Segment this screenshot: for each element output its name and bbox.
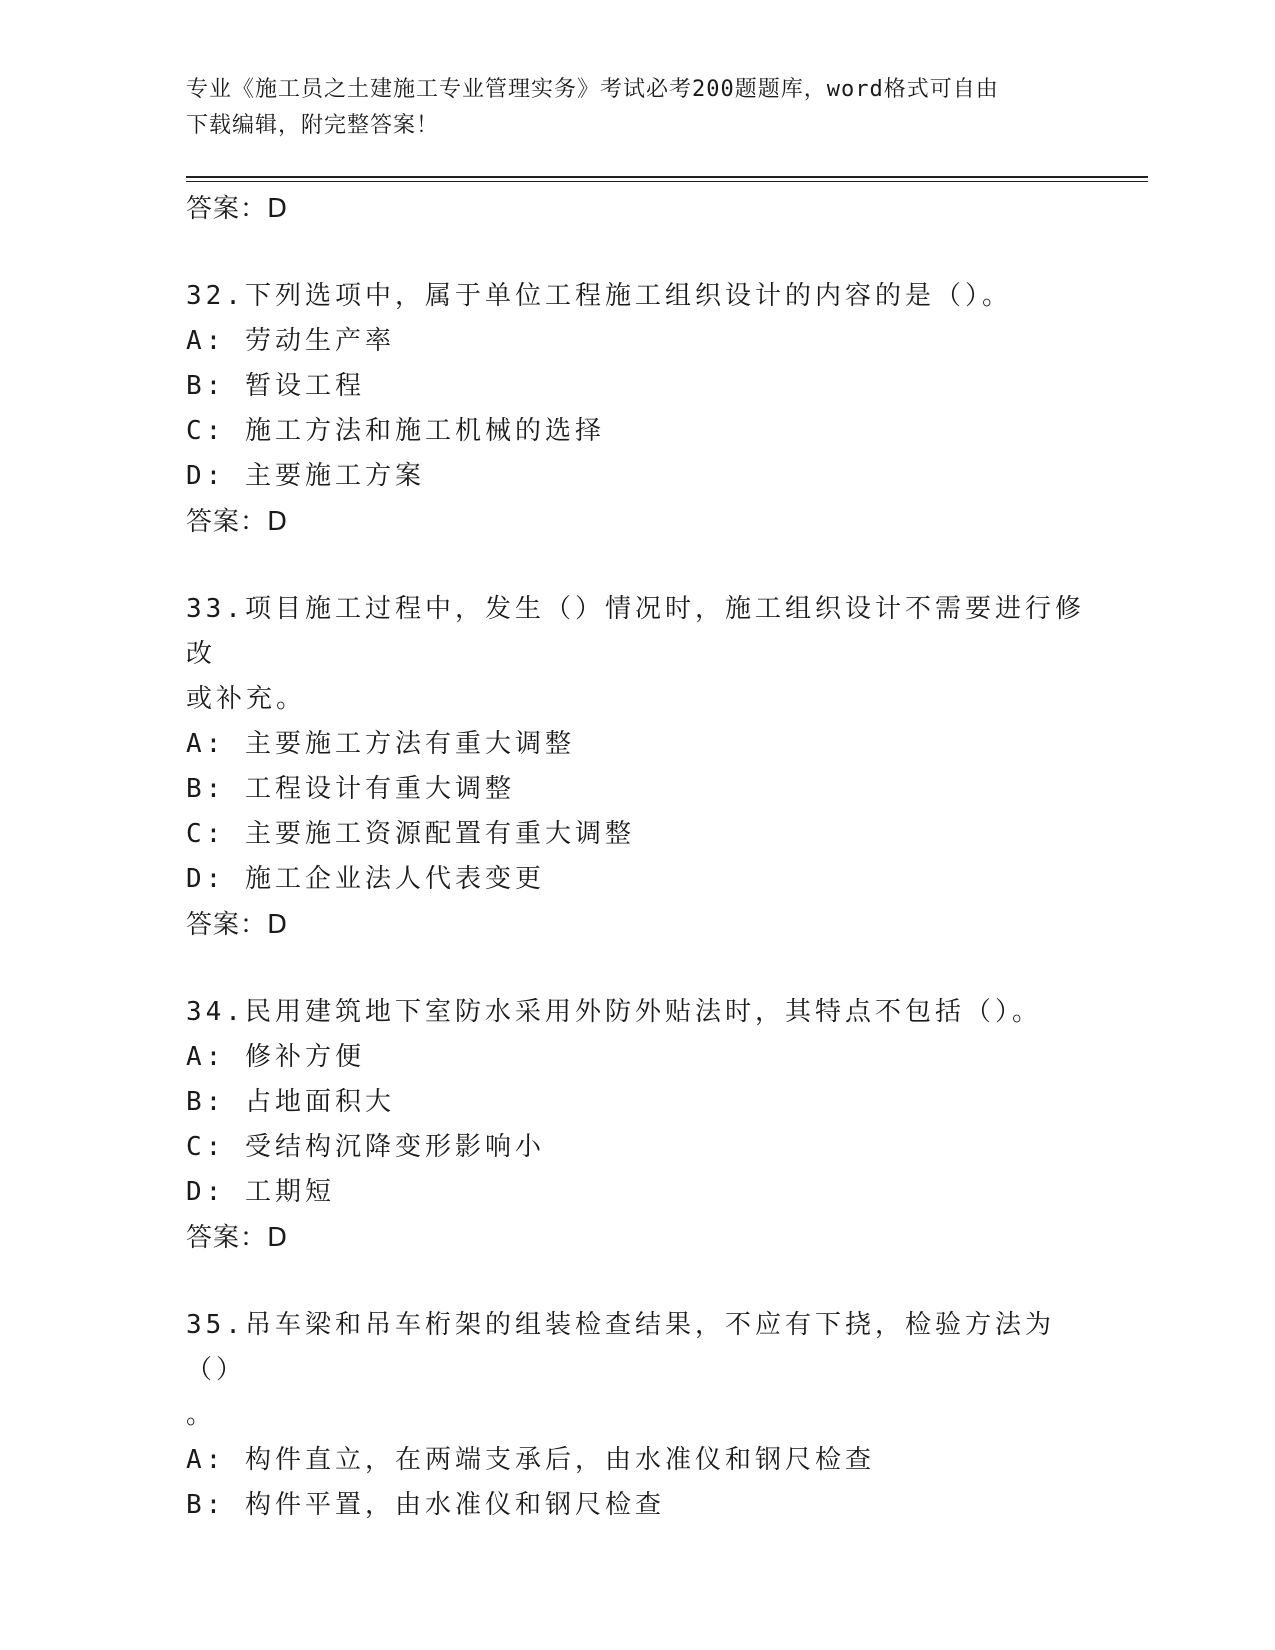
option-d: D: 施工企业法人代表变更 — [186, 864, 545, 894]
option-a: A: 修补方便 — [186, 1042, 365, 1072]
option-d: D: 工期短 — [186, 1177, 335, 1207]
question-stem: 34.民用建筑地下室防水采用外防外贴法时，其特点不包括（）。 — [186, 997, 1042, 1027]
question-stem: 32.下列选项中，属于单位工程施工组织设计的内容的是（）。 — [186, 281, 1012, 311]
question-32 — [186, 274, 1086, 545]
option-b: B: 构件平置，由水准仪和钢尺检查 — [186, 1490, 665, 1520]
question-33 — [186, 587, 1086, 948]
question-stem-line-1: 35.吊车梁和吊车桁架的组装检查结果，不应有下挠，检验方法为（） — [186, 1310, 1055, 1385]
option-a: A: 劳动生产率 — [186, 326, 395, 356]
option-d: D: 主要施工方案 — [186, 461, 425, 491]
question-list — [186, 186, 1086, 1570]
question-34 — [186, 990, 1086, 1261]
header-line-1: 专业《施工员之土建施工专业管理实务》考试必考200题题库，word格式可自由 — [186, 77, 999, 102]
header-line-2: 下载编辑，附完整答案！ — [186, 113, 440, 138]
option-a: A: 主要施工方法有重大调整 — [186, 729, 575, 759]
question-stem-line-2: 。 — [186, 1400, 217, 1430]
option-b: B: 暂设工程 — [186, 371, 365, 401]
header-divider — [186, 176, 1148, 178]
question-35 — [186, 1303, 1086, 1528]
option-c: C: 主要施工资源配置有重大调整 — [186, 819, 635, 849]
header-divider-thin — [186, 181, 1148, 182]
answer-line: 答案：D — [186, 910, 289, 940]
answer-line: 答案：D — [186, 1223, 289, 1253]
question-stem-line-2: 或补充。 — [186, 684, 307, 714]
option-c: C: 施工方法和施工机械的选择 — [186, 416, 605, 446]
option-c: C: 受结构沉降变形影响小 — [186, 1132, 545, 1162]
option-b: B: 占地面积大 — [186, 1087, 395, 1117]
question-stem-line-1: 33.项目施工过程中，发生（）情况时，施工组织设计不需要进行修改 — [186, 594, 1085, 669]
document-header — [186, 72, 1066, 144]
answer-line: 答案：D — [186, 507, 289, 537]
option-b: B: 工程设计有重大调整 — [186, 774, 515, 804]
option-a: A: 构件直立，在两端支承后，由水准仪和钢尺检查 — [186, 1445, 875, 1475]
answer-line: 答案：D — [186, 194, 289, 224]
